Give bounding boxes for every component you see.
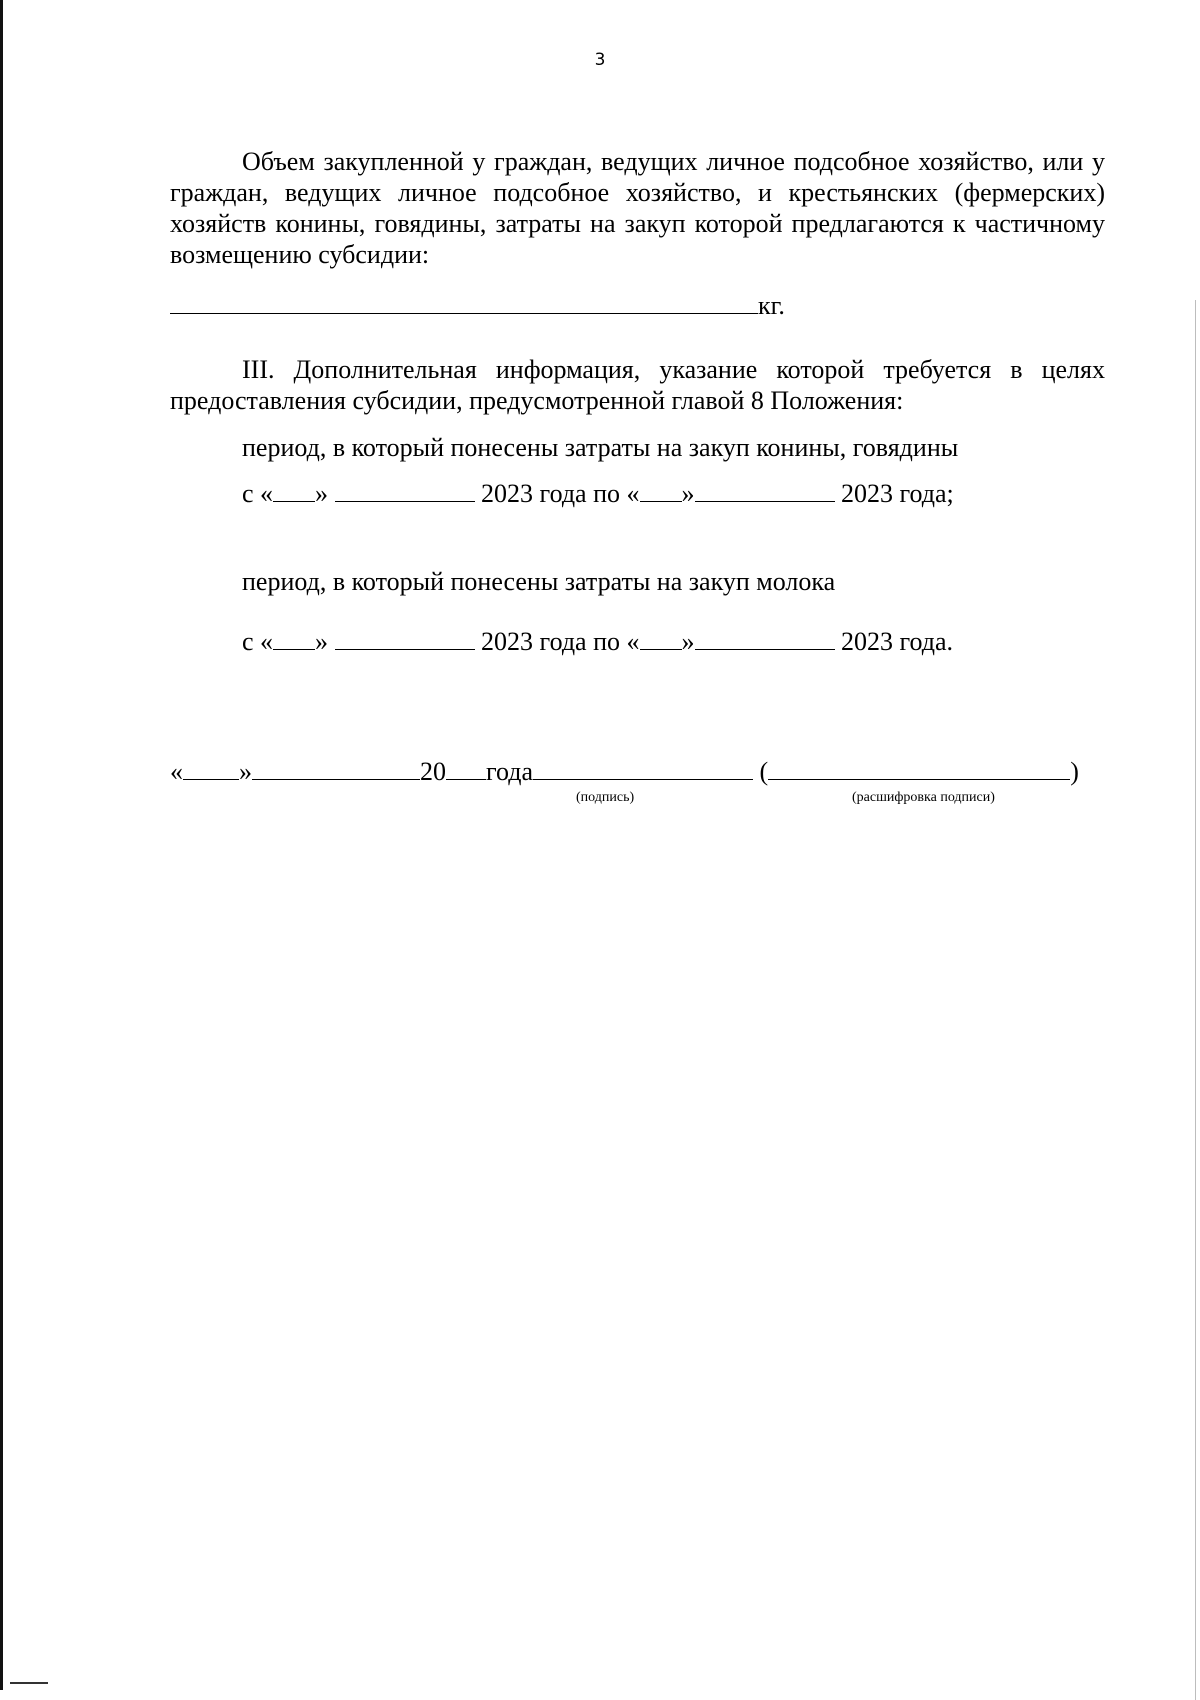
period-meat-row <box>242 478 954 509</box>
period-milk-row <box>242 626 953 657</box>
period-meat-to-day-blank[interactable] <box>640 479 682 502</box>
decoding-caption: (расшифровка подписи) <box>852 790 995 805</box>
scan-mark <box>10 1682 48 1684</box>
date-month-blank[interactable] <box>252 757 420 780</box>
period-milk-from-day-blank[interactable] <box>273 627 315 650</box>
decoding-blank[interactable] <box>768 757 1070 780</box>
date-close-quote: » <box>239 757 252 786</box>
signature-blank[interactable] <box>533 757 753 780</box>
volume-unit: кг. <box>758 291 785 320</box>
period-meat-from-month-blank[interactable] <box>335 479 475 502</box>
volume-field-row <box>170 290 785 321</box>
period-meat-from-day-blank[interactable] <box>273 479 315 502</box>
period-milk-from-close-quote: » <box>315 627 329 656</box>
period-milk-to-month-blank[interactable] <box>695 627 835 650</box>
decoding-open-paren: ( <box>759 757 769 786</box>
period-meat-from-close-quote: » <box>315 479 329 508</box>
period-milk-from-month-blank[interactable] <box>335 627 475 650</box>
section-iii-paragraph: III. Дополнительная информация, указание которой требуется в целях предоставления субсидии, предусмотренной главой 8 Положения: <box>170 355 1105 415</box>
period-milk-to-close-quote: » <box>681 627 695 656</box>
period-meat-year-from: 2023 года по « <box>481 479 640 508</box>
page-number: 3 <box>594 50 606 70</box>
scan-border-left <box>0 0 3 1690</box>
date-year-word: года <box>486 757 534 786</box>
period-milk-from-prefix: с « <box>242 627 274 656</box>
date-year-blank[interactable] <box>446 757 486 780</box>
date-century: 20 <box>420 757 446 786</box>
period-meat-to-month-blank[interactable] <box>695 479 835 502</box>
scan-border-right <box>1195 300 1196 1700</box>
volume-paragraph: Объем закупленной у граждан, ведущих личное подсобное хозяйство, или у граждан, ведущих личное подсобное хозяйство, и крестьянских (фермерских) хозяйств конины, говядины, затраты на закуп которой предлагаются к частичному возмещению субсидии: <box>170 147 1105 269</box>
period-milk-label: период, в который понесены затраты на закуп молока <box>242 567 836 596</box>
date-open-quote: « <box>170 757 183 786</box>
period-milk-to-day-blank[interactable] <box>640 627 682 650</box>
period-meat-from-prefix: с « <box>242 479 274 508</box>
period-milk-year-from: 2023 года по « <box>481 627 640 656</box>
signature-row <box>170 756 1079 787</box>
volume-blank-line[interactable] <box>170 291 758 314</box>
signature-caption: (подпись) <box>576 790 635 805</box>
period-meat-to-close-quote: » <box>681 479 695 508</box>
period-milk-year-to: 2023 года. <box>841 627 954 656</box>
period-meat-label: период, в который понесены затраты на закуп конины, говядины <box>242 433 959 462</box>
period-meat-year-to: 2023 года; <box>841 479 954 508</box>
date-day-blank[interactable] <box>183 757 239 780</box>
decoding-close-paren: ) <box>1070 757 1079 786</box>
